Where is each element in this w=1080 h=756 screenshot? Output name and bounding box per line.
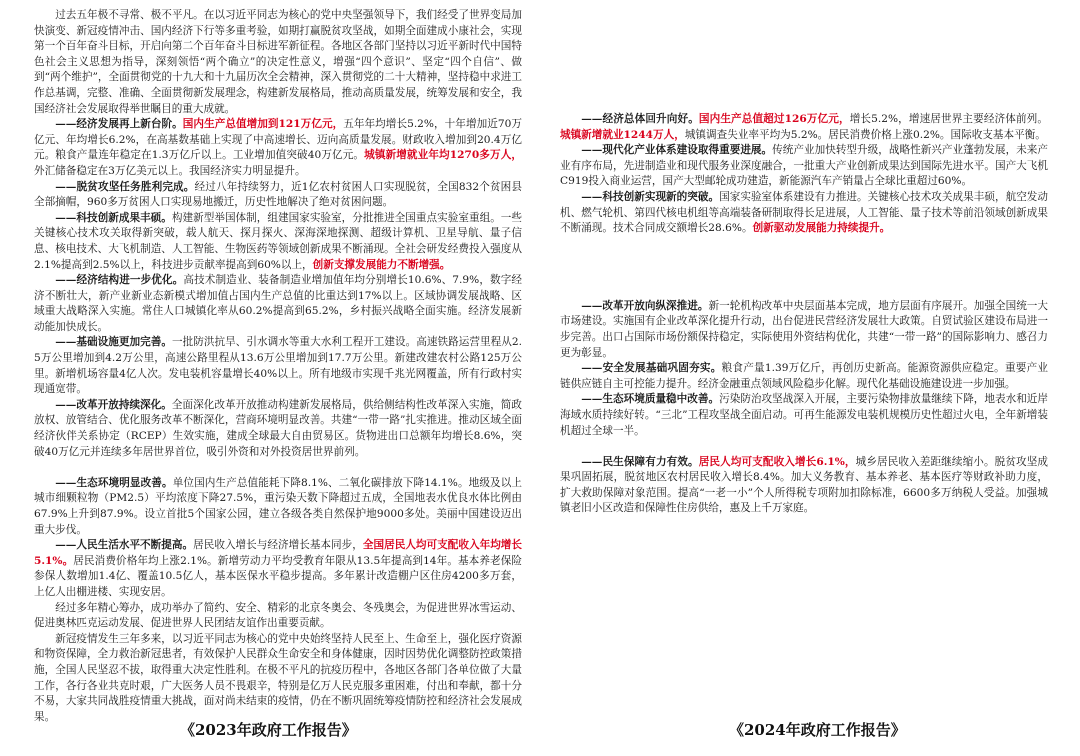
section-text: 增长5.2%，增速居世界主要经济体前列。 [849,113,1048,125]
section-text: 城镇调查失业率平均为5.2%。居民消费价格上涨0.2%。国际收支基本平衡。 [684,128,1046,141]
section-text: 全面深化改革开放推动构建新发展格局，供给侧结构性改革深入实施，简政放权、放管结合、优化服务改革不断深化，营商环境明显改善。共建“一带一路”扎实推进。推动区域全面经济伙伴关系协定（RCEP）生效实施，建成全球最大自由贸易区。货物进出口总额年均增长8.6%，突破40万亿元并连续多年居世界首位，吸引外资和对外投资居世界前列。 [34,398,523,458]
highlight-income: 全国居民人均可支配收入年均增长5.1%。 [34,539,523,567]
highlight-innovation: 创新支撑发展能力不断增强。 [312,258,451,271]
section-text: 单位国内生产总值能耗下降8.1%、二氧化碳排放下降14.1%。地级及以上城市细颗粒物（PM2.5）平均浓度下降27.5%，重污染天数下降超过五成，全国地表水优良水体比例由67.9%上升到87.9%。设立首批5个国家公园，建立各级各类自然保护地9000多处。美丽中国建设迈出重大步伐。 [34,476,522,536]
highlight-employment: 城镇新增就业1244万人， [560,128,685,141]
section-heading: ——生态环境质量稳中改善。 [581,393,720,406]
section-heading: ——基础设施更加完善。 [55,336,172,349]
section-ecology [560,392,1048,439]
section-text: 一批防洪抗旱、引水调水等重大水利工程开工建设。高速铁路运营里程从2.5万公里增加到4.2万公里，高速公路里程从13.6万公里增加到17.7万公里。新建改建农村公路125万公里。新增机场容量4亿人次。发电装机容量增长40%以上。所有地级市实现千兆光网覆盖，所有行政村实现通宽带。 [34,336,522,396]
section-text: 经过八年持续努力，近1亿农村贫困人口实现脱贫，全国832个贫困县全部摘帽，960多万贫困人口实现易地搬迁，历史性地解决了绝对贫困问题。 [34,180,522,209]
highlight-innovation: 创新驱动发展能力持续提升。 [752,222,891,235]
report-2024-excerpt [560,8,1048,517]
section-heading: ——生态环境明显改善。 [55,476,173,489]
section-text: 污染防治攻坚战深入开展，主要污染物排放量继续下降，地表水和近岸海域水质持续好转。“三北”工程攻坚战全面启动。可再生能源发电装机规模历史性超过火电，全年新增装机超过全球一半。 [560,393,1049,437]
intro-paragraph: 过去五年极不寻常、极不平凡。在以习近平同志为核心的党中央坚强领导下，我们经受了世界变局加快演变、新冠疫情冲击、国内经济下行等多重考验，如期打赢脱贫攻坚战，如期全面建成小康社会，实现第一个百年奋斗目标，开启向第二个百年奋斗目标进军新征程。各地区各部门坚持以习近平新时代中国特色社会主义思想为指导，深刻领悟“两个确立”的决定性意义，增强“四个意识”、坚定“四个自信”、做到“两个维护”，全面贯彻党的十九大和十九届历次全会精神，深入贯彻党的二十大精神，坚持稳中求进工作总基调，完整、准确、全面贯彻新发展理念，构建新发展格局，推动高质量发展，统筹发展和安全，我国经济社会发展取得举世瞩目的重大成就。 [34,9,522,115]
section-text: 构建新型举国体制，组建国家实验室，分批推进全国重点实验室重组。一些关键核心技术攻关取得新突破，载人航天、探月探火、深海深地探测、超级计算机、卫星导航、量子信息、核电技术、大飞机制造、人工智能、生物医药等领域创新成果不断涌现。全社会研发经费投入强度从2.1%提高到2.5%以上，科技进步贡献率提高到60%以上， [34,211,523,271]
section-heading: ——改革开放向纵深推进。 [581,299,709,312]
section-heading: ——经济总体回升向好。 [581,113,699,125]
section-text: 城乡居民收入差距继续缩小。脱贫攻坚成果巩固拓展，脱贫地区农村居民收入增长8.4%。加大义务教育、基本养老、基本医疗等财政补助力度，扩大救助保障对象范围。提高“一老一小”个人所得税专项附加扣除标准，6600多万纳税人受益。加强城镇老旧小区改造和保障性住房供给，惠及上千万家庭。 [560,455,1049,515]
section-economy [560,112,1048,143]
section-text: 高技术制造业、装备制造业增加值年均分别增长10.6%、7.9%，数字经济不断壮大，新产业新业态新模式增加值占国内生产总值的比重达到17%以上。区域协调发展战略、区域重大战略深入实施。常住人口城镇化率从60.2%提高到65.2%，乡村振兴战略全面实施。经济发展新动能加快成长。 [34,274,522,333]
section-heading: ——经济发展再上新台阶。 [55,118,183,131]
section-living [34,538,522,600]
section-economy [34,117,522,179]
section-text: 居民消费价格年均上涨2.1%。新增劳动力平均受教育年限从13.5年提高到14年。基本养老保险参保人数增加1.4亿、覆盖10.5亿人，基本医保水平稳步提高。多年累计改造棚户区住房4200多万套，上亿人出棚进楼、实现安居。 [34,554,523,598]
highlight-gdp: 国内生产总值超过126万亿元， [698,113,850,125]
section-heading: ——现代化产业体系建设取得重要进展。 [581,144,773,157]
highlight-employment: 城镇新增就业年均1270多万人， [364,149,523,162]
caption-2023-report: 《2023年政府工作报告》 [180,721,357,739]
section-heading: ——民生保障有力有效。 [581,455,699,468]
covid-paragraph: 新冠疫情发生三年多来，以习近平同志为核心的党中央始终坚持人民至上、生命至上，强化医疗资源和物资保障，全力救治新冠患者，有效保护人民群众生命安全和身体健康，因时因势优化调整防控政策措施，全国人民坚忍不拔，取得重大决定性胜利。在极不平凡的抗疫历程中，各地区各部门各单位做了大量工作，各行各业共克时艰，广大医务人员不畏艰辛，特别是亿万人民克服多重困难，付出和奉献，都十分不易，大家共同战胜疫情重大挑战，面对尚未结束的疫情，仍在不断巩固统筹疫情防控和经济社会发展成果。 [34,632,522,723]
section-heading: ——科技创新实现新的突破。 [581,190,720,203]
olympics-paragraph: 经过多年精心筹办，成功举办了简约、安全、精彩的北京冬奥会、冬残奥会，为促进世界冰雪运动、促进奥林匹克运动发展、促进世界人民团结友谊作出重要贡献。 [34,601,522,630]
section-heading: ——改革开放持续深化。 [55,398,172,411]
section-heading: ——科技创新成果丰硕。 [55,211,172,224]
section-structure [34,273,522,335]
section-security [560,361,1048,392]
section-industry [560,143,1048,190]
section-infrastructure [34,335,522,397]
section-text: 外汇储备稳定在3万亿美元以上。我国经济实力明显提升。 [34,164,306,177]
section-technology [560,190,1048,237]
section-reform [560,299,1048,361]
section-heading: ——人民生活水平不断提高。 [55,539,194,552]
section-heading: ——脱贫攻坚任务胜利完成。 [55,180,195,193]
section-text: 国家实验室体系建设有力推进。关键核心技术攻关成果丰硕，航空发动机、燃气轮机、第四代核电机组等高端装备研制取得长足进展，人工智能、量子技术等前沿领域创新成果不断涌现。技术合同成交额增长28.6%。 [560,190,1049,235]
highlight-gdp: 国内生产总值增加到121万亿元， [182,118,344,131]
section-heading: ——经济结构进一步优化。 [55,274,184,287]
section-heading: ——安全发展基础巩固夯实。 [581,362,722,375]
section-ecology [34,476,522,538]
section-technology [34,211,522,273]
section-text: 传统产业加快转型升级，战略性新兴产业蓬勃发展，未来产业有序布局，先进制造业和现代服务业深度融合，一批重大产业创新成果达到国际先进水平。国产大飞机C919投入商业运营，国产大型邮轮成功建造，新能源汽车产销量占全球比重超过60%。 [560,144,1049,188]
section-living [560,455,1048,517]
report-2023-excerpt [34,8,522,725]
section-poverty [34,180,522,211]
section-text: 居民收入增长与经济增长基本同步， [193,539,363,552]
highlight-income: 居民人均可支配收入增长6.1%， [698,455,856,468]
caption-2024-report: 《2024年政府工作报告》 [729,721,906,739]
section-text: 五年年均增长5.2%，十年增加近70万亿元、年均增长6.2%，在高基数基础上实现了中高速增长、迈向高质量发展。财政收入增加到20.4万亿元。粮食产量连年稳定在1.3万亿斤以上。工业增加值突破40万亿元。 [34,118,522,162]
section-text: 粮食产量1.39万亿斤，再创历史新高。能源资源供应稳定。重要产业链供应链自主可控能力提升。经济金融重点领域风险稳步化解。现代化基础设施建设进一步加强。 [560,362,1049,390]
section-reform [34,398,522,460]
section-text: 新一轮机构改革中央层面基本完成，地方层面有序展开。加强全国统一大市场建设。实施国有企业改革深化提升行动，出台促进民营经济发展壮大政策。自贸试验区建设布局进一步完善。出口占国际市场份额保持稳定，实际使用外资结构优化，共建“一带一路”的国际影响力、感召力更为彰显。 [560,299,1049,359]
